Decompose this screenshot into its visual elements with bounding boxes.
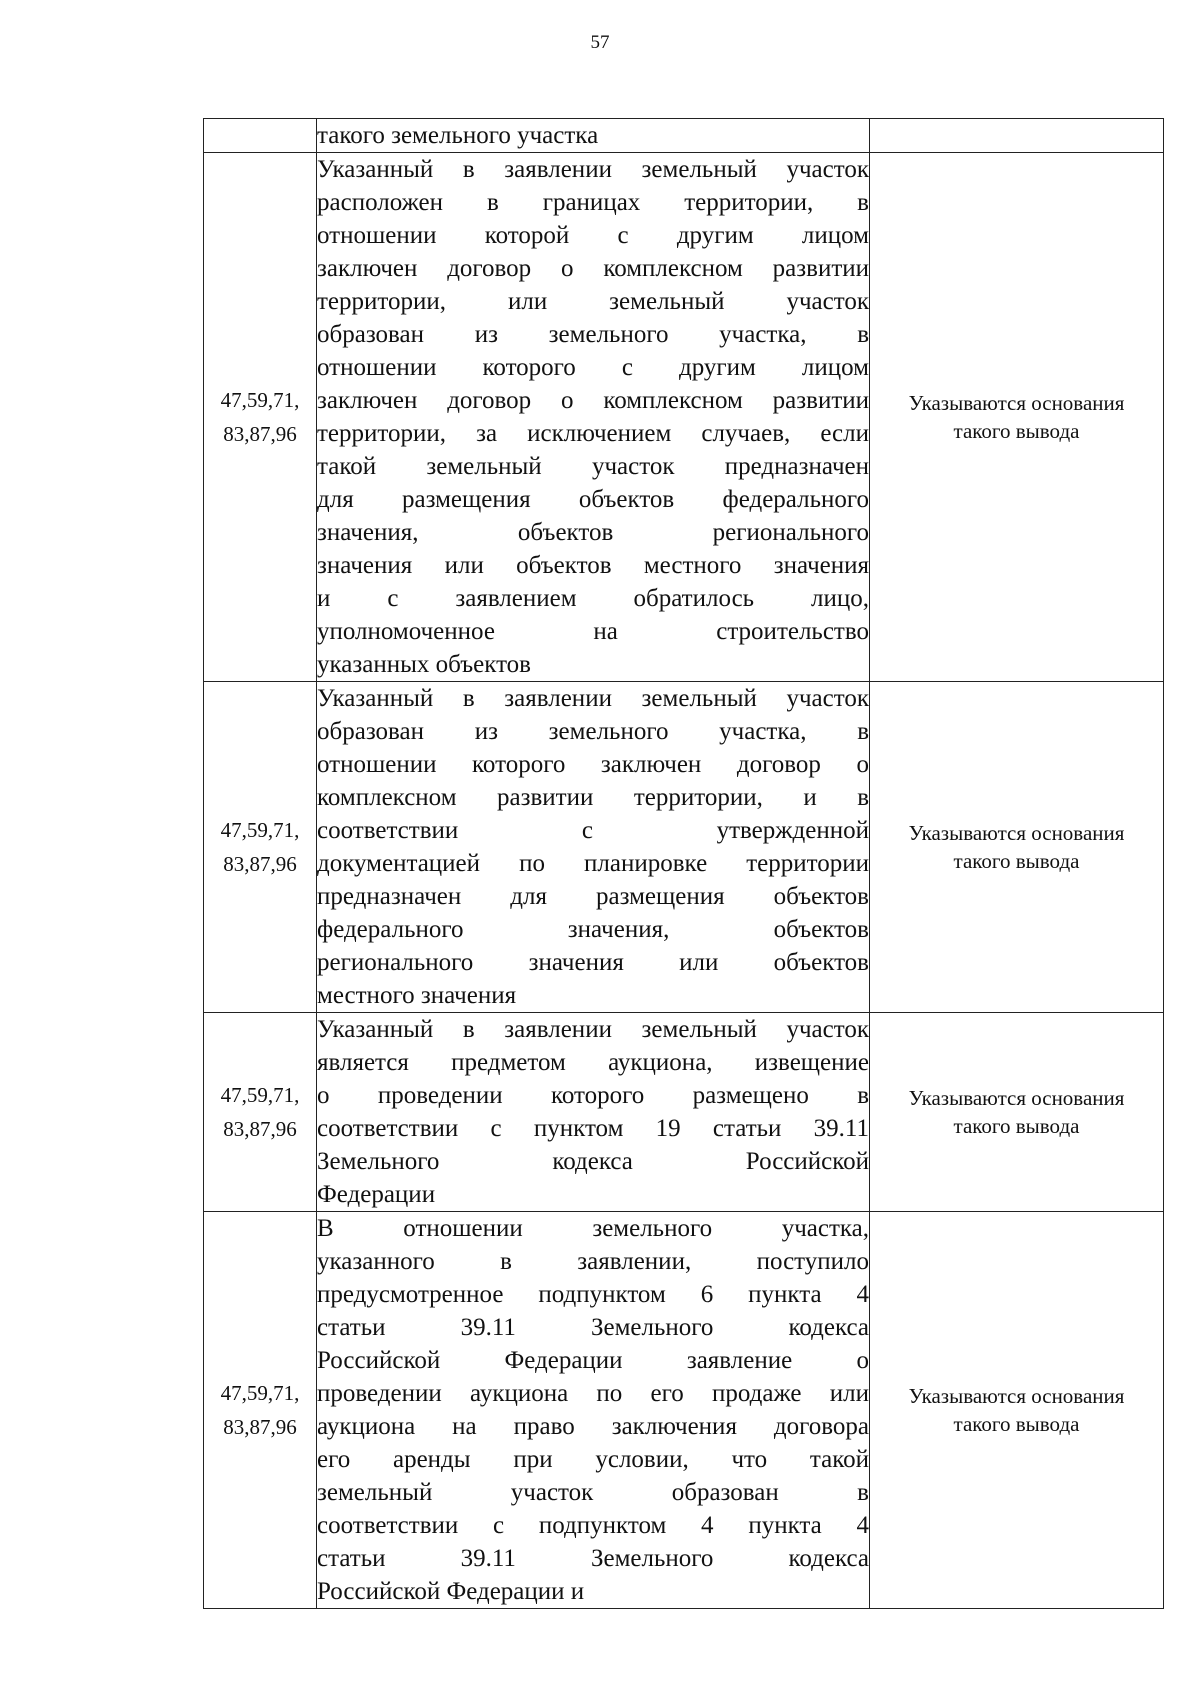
table-row: [204, 119, 1164, 153]
ground-text-line: аукциона на право заключения договора: [317, 1413, 869, 1440]
ground-text-line: Указанный в заявлении земельный участок: [317, 1016, 869, 1043]
ground-text-line: регионального значения или объектов: [317, 949, 869, 976]
ground-text-line: статьи 39.11 Земельного кодекса: [317, 1545, 869, 1572]
page-number: 57: [590, 32, 610, 53]
basis-line: Указываются основания: [908, 821, 1125, 845]
basis-line: такого вывода: [953, 419, 1080, 443]
code-line: 83,87,96: [223, 1117, 297, 1141]
table-row: [204, 1212, 1164, 1609]
code-line: 47,59,71,: [220, 1381, 300, 1405]
ground-text-line: предназначен для размещения объектов: [317, 883, 869, 910]
ground-text-cell: [317, 1212, 870, 1609]
ground-text-line: Российской Федерации и: [317, 1578, 585, 1605]
ground-text-line: отношении которого заключен договор о: [317, 751, 869, 778]
ground-text-line: Российской Федерации заявление о: [317, 1347, 869, 1374]
ground-text-line: статьи 39.11 Земельного кодекса: [317, 1314, 869, 1341]
code-line: 83,87,96: [223, 422, 297, 446]
code-line: 47,59,71,: [220, 818, 300, 842]
ground-text-line: такого земельного участка: [317, 122, 599, 149]
basis-line: такого вывода: [953, 1412, 1080, 1436]
ground-text-line: уполномоченное на строительство: [317, 618, 869, 645]
basis-line: такого вывода: [953, 1114, 1080, 1138]
ground-text-line: Земельного кодекса Российской: [317, 1148, 869, 1175]
basis-line: Указываются основания: [908, 391, 1125, 415]
code-cell: [204, 1013, 317, 1212]
ground-text-line: о проведении которого размещено в: [317, 1082, 869, 1109]
ground-text-line: указанных объектов: [317, 651, 531, 678]
ground-text-line: предусмотренное подпунктом 6 пункта 4: [317, 1281, 869, 1308]
ground-text-line: для размещения объектов федерального: [317, 486, 869, 513]
ground-text-cell: [317, 682, 870, 1013]
ground-text-line: В отношении земельного участка,: [317, 1215, 869, 1242]
ground-text-cell: [317, 153, 870, 682]
basis-cell: [870, 119, 1164, 153]
ground-text-line: его аренды при условии, что такой: [317, 1446, 869, 1473]
ground-text-line: территории, или земельный участок: [317, 288, 869, 315]
ground-text-line: местного значения: [317, 982, 517, 1009]
ground-text-line: такой земельный участок предназначен: [317, 453, 869, 480]
ground-text-line: значения, объектов регионального: [317, 519, 869, 546]
table-row: [204, 1013, 1164, 1212]
code-cell: [204, 1212, 317, 1609]
ground-text-line: соответствии с утвержденной: [317, 817, 869, 844]
code-line: 83,87,96: [223, 1415, 297, 1439]
ground-text-line: Указанный в заявлении земельный участок: [317, 685, 869, 712]
ground-text-line: документацией по планировке территории: [317, 850, 869, 877]
code-line: 83,87,96: [223, 852, 297, 876]
ground-text-cell: [317, 119, 870, 153]
ground-text-line: земельный участок образован в: [317, 1479, 869, 1506]
basis-cell: [870, 1212, 1164, 1609]
ground-text-line: отношении которой с другим лицом: [317, 222, 869, 249]
ground-text-line: заключен договор о комплексном развитии: [317, 387, 869, 414]
ground-text-line: заключен договор о комплексном развитии: [317, 255, 869, 282]
ground-text-line: указанного в заявлении, поступило: [317, 1248, 869, 1275]
ground-text-line: является предметом аукциона, извещение: [317, 1049, 869, 1076]
ground-text-line: проведении аукциона по его продаже или: [317, 1380, 869, 1407]
basis-line: Указываются основания: [908, 1086, 1125, 1110]
ground-text-line: соответствии с пунктом 19 статьи 39.11: [317, 1115, 869, 1142]
ground-text-line: Указанный в заявлении земельный участок: [317, 156, 869, 183]
code-line: 47,59,71,: [220, 388, 300, 412]
ground-text-line: расположен в границах территории, в: [317, 189, 869, 216]
code-line: 47,59,71,: [220, 1083, 300, 1107]
ground-text-line: федерального значения, объектов: [317, 916, 869, 943]
basis-line: Указываются основания: [908, 1384, 1125, 1408]
ground-text-line: значения или объектов местного значения: [317, 552, 869, 579]
ground-text-line: образован из земельного участка, в: [317, 718, 869, 745]
code-cell: [204, 119, 317, 153]
ground-text-line: и с заявлением обратилось лицо,: [317, 585, 869, 612]
ground-text-line: территории, за исключением случаев, если: [317, 420, 869, 447]
basis-cell: [870, 682, 1164, 1013]
ground-text-line: соответствии с подпунктом 4 пункта 4: [317, 1512, 869, 1539]
code-cell: [204, 153, 317, 682]
code-cell: [204, 682, 317, 1013]
table-row: [204, 682, 1164, 1013]
ground-text-line: Федерации: [317, 1181, 436, 1208]
ground-text-line: отношении которого с другим лицом: [317, 354, 869, 381]
ground-text-line: образован из земельного участка, в: [317, 321, 869, 348]
ground-text-line: комплексном развитии территории, и в: [317, 784, 869, 811]
ground-text-cell: [317, 1013, 870, 1212]
table-row: [204, 153, 1164, 682]
basis-line: такого вывода: [953, 849, 1080, 873]
basis-cell: [870, 153, 1164, 682]
basis-cell: [870, 1013, 1164, 1212]
grounds-table: [203, 118, 1164, 1609]
